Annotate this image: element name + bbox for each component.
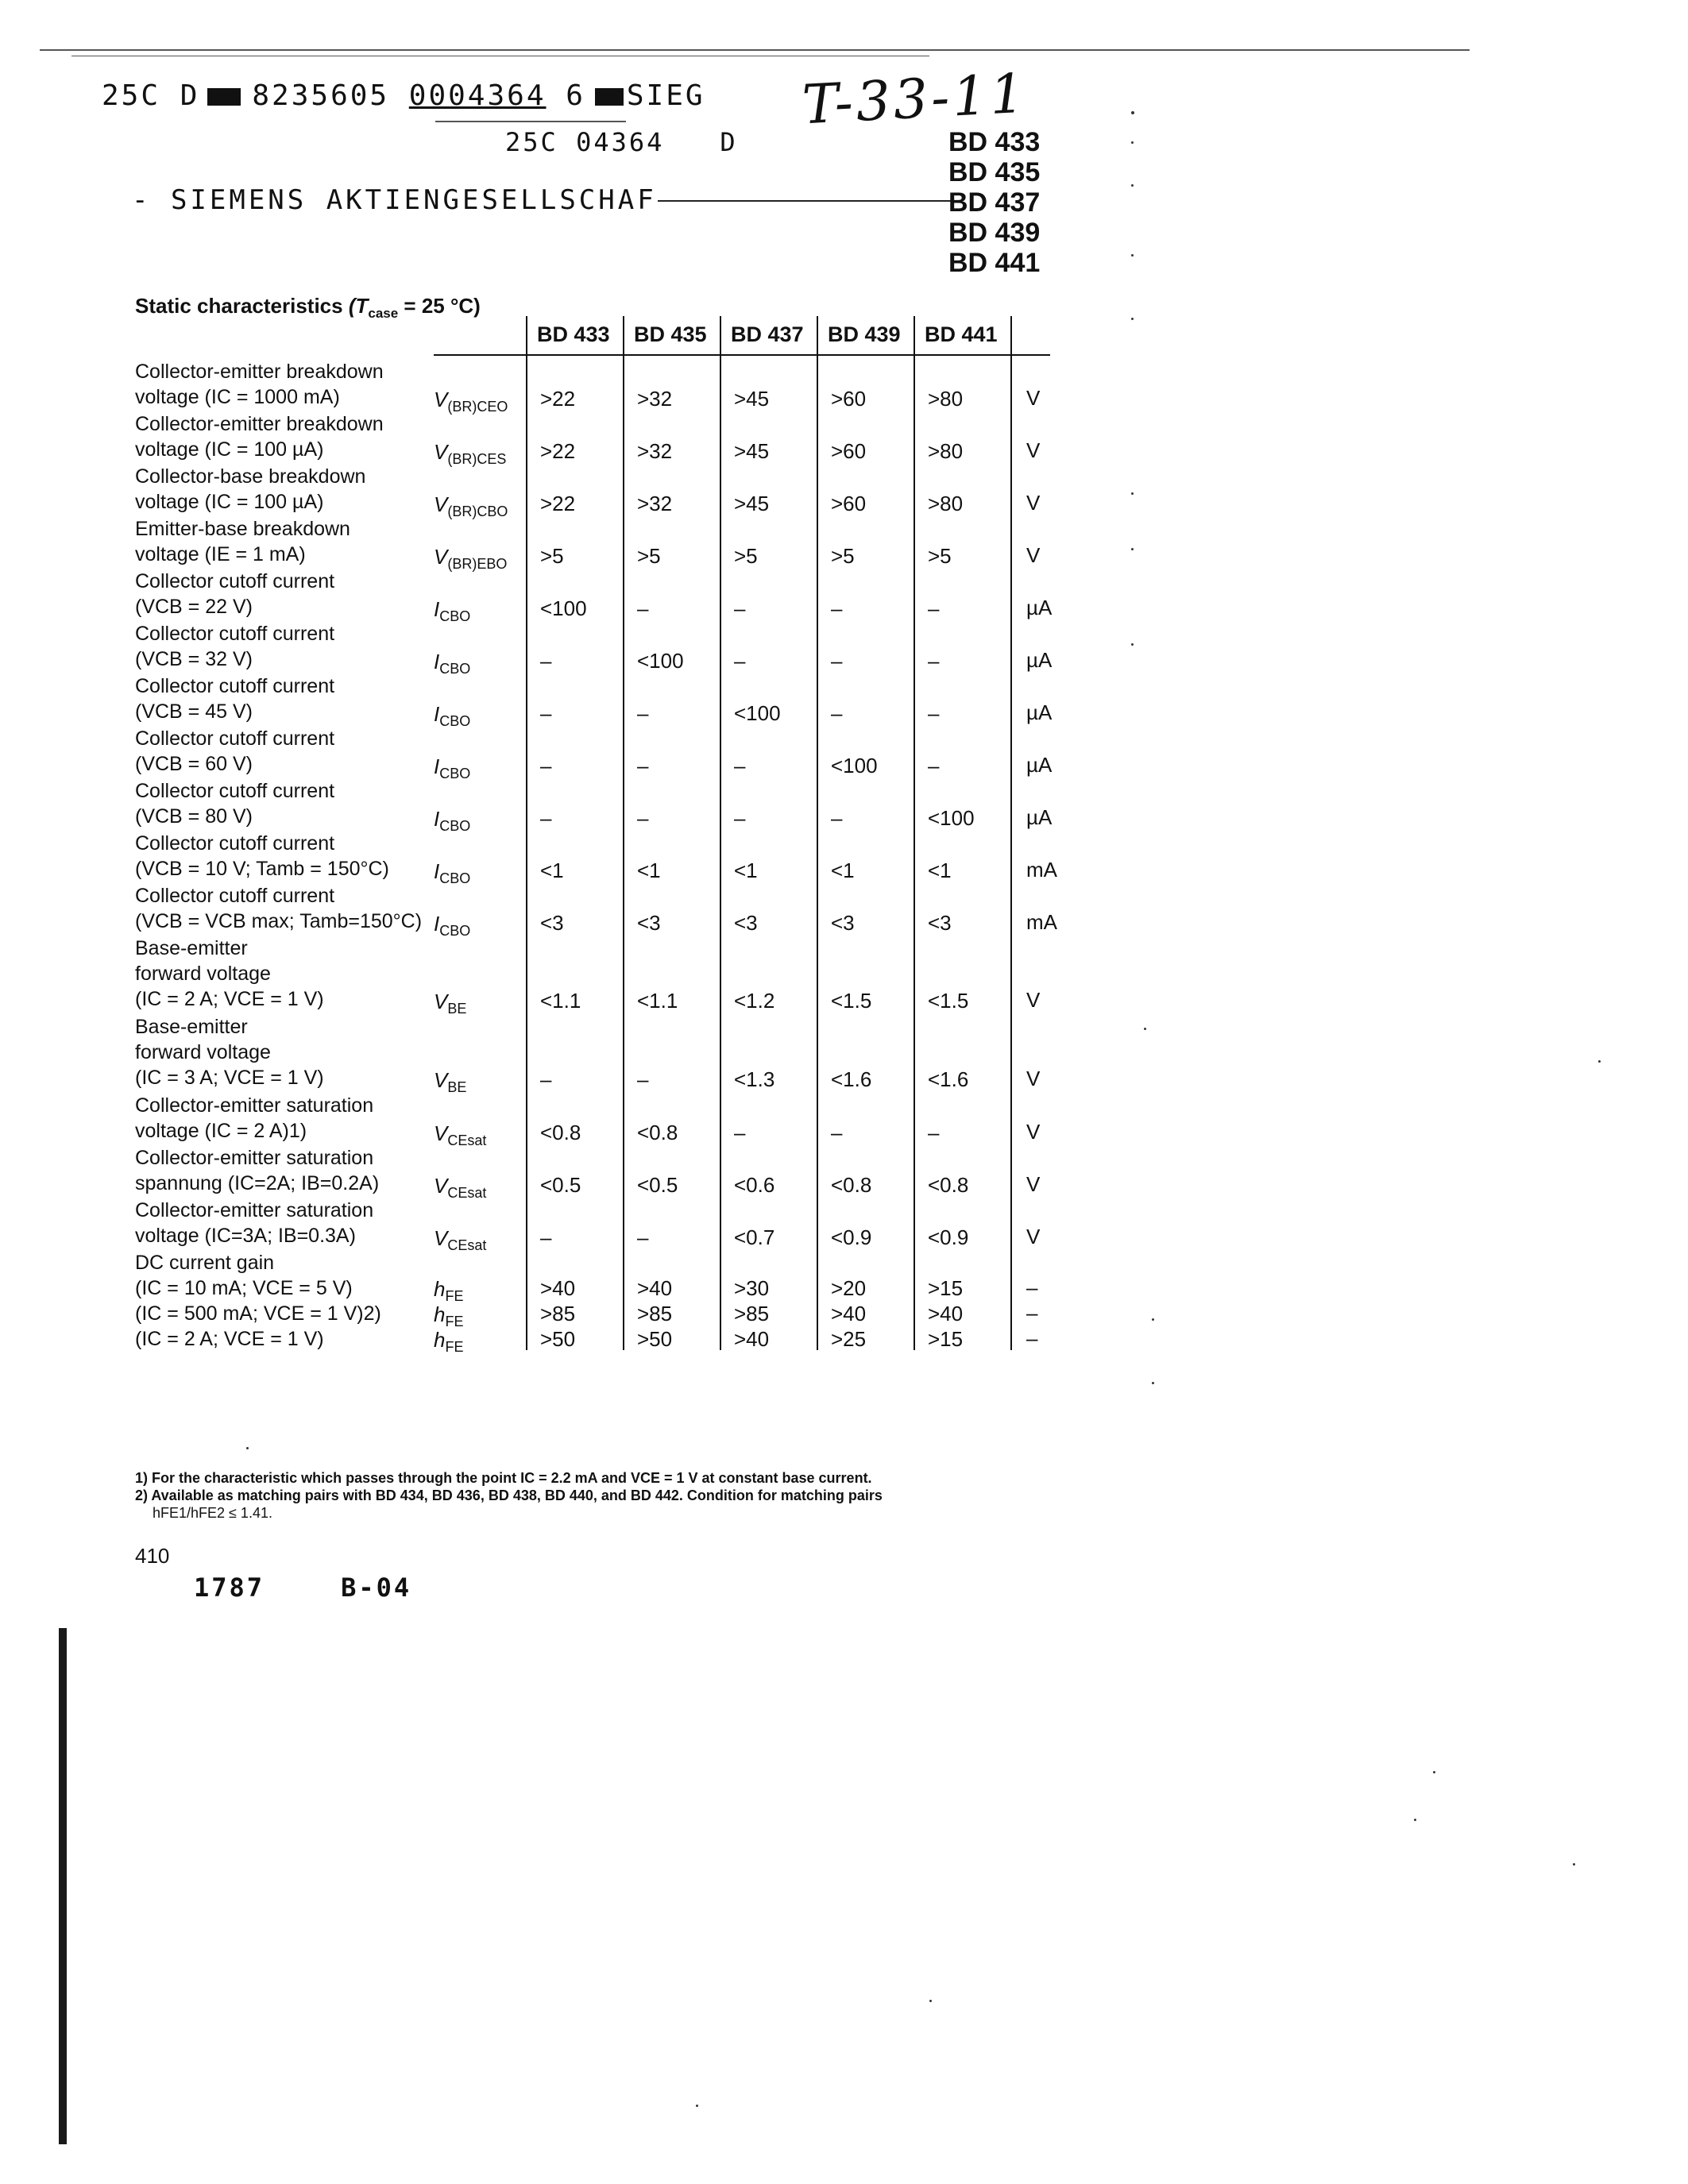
table-cell: >85 <box>734 1302 770 1325</box>
table-cell: – <box>734 806 746 830</box>
table-title <box>135 294 481 322</box>
table-cell: – <box>540 1225 552 1249</box>
table-cell: <0.9 <box>831 1225 872 1249</box>
symbol-letter: I <box>434 859 440 883</box>
scan-code-1: 25C D <box>102 79 200 112</box>
table-cell: <100 <box>637 649 684 673</box>
footnotes <box>135 1469 883 1522</box>
table-vline <box>1010 316 1012 1350</box>
symbol-letter: V <box>434 1174 448 1198</box>
table-cell: – <box>831 806 843 830</box>
symbol-subscript: (BR)CES <box>447 451 507 467</box>
parameter-label: spannung (IC=2A; IB=0.2A) <box>135 1172 380 1194</box>
column-header: BD 435 <box>634 322 707 346</box>
scan-code-4: 6 <box>566 79 585 112</box>
parameter-label: voltage (IC = 100 µA) <box>135 491 324 513</box>
symbol-subscript: CBO <box>439 818 471 834</box>
symbol-subscript: FE <box>445 1314 464 1329</box>
page-number: 410 <box>135 1544 170 1568</box>
parameter-label: voltage (IC = 100 µA) <box>135 438 324 461</box>
model-list <box>948 127 1040 278</box>
symbol-subscript: CBO <box>439 870 471 886</box>
table-cell: >25 <box>831 1327 867 1351</box>
table-cell: <1.5 <box>831 989 872 1013</box>
parameter-label: (VCB = 10 V; Tamb = 150°C) <box>135 858 389 880</box>
table-cell: – <box>734 754 746 778</box>
parameter-label: Collector-emitter breakdown <box>135 413 384 435</box>
table-cell: >5 <box>734 544 758 568</box>
table-cell: <0.8 <box>831 1173 872 1197</box>
table-cell: <1.5 <box>928 989 969 1013</box>
model-name: BD 439 <box>948 218 1041 248</box>
table-cell: >32 <box>637 387 673 411</box>
unit-cell: µA <box>1026 753 1053 777</box>
symbol-subscript: (BR)CBO <box>447 504 508 519</box>
scan-block <box>595 88 624 106</box>
table-cell: <1.1 <box>637 989 678 1013</box>
table-cell: – <box>928 1121 940 1144</box>
table-cell: – <box>637 1067 649 1091</box>
column-header: BD 441 <box>925 322 998 346</box>
table-cell: <1.6 <box>831 1067 872 1091</box>
parameter-symbol <box>434 545 507 573</box>
table-cell: >85 <box>637 1302 673 1325</box>
unit-cell: mA <box>1026 910 1057 934</box>
scan-speck <box>929 2000 932 2002</box>
table-cell: – <box>831 1121 843 1144</box>
stamp-code-a: 1787 <box>194 1572 265 1603</box>
table-cell: <1 <box>734 859 758 882</box>
table-cell: <0.8 <box>540 1121 581 1144</box>
table-vline <box>623 316 624 1350</box>
symbol-subscript: CBO <box>439 713 471 729</box>
table-cell: <0.8 <box>928 1173 969 1197</box>
unit-cell: V <box>1026 543 1041 567</box>
footnote-1: 1) For the characteristic which passes through the point IC = 2.2 mA and VCE = 1 V at constant base current. <box>135 1470 872 1486</box>
table-cell: >20 <box>831 1276 867 1300</box>
parameter-label: (VCB = 32 V) <box>135 648 253 670</box>
table-cell: <100 <box>540 596 587 620</box>
table-cell: – <box>928 596 940 620</box>
scan-speck <box>1433 1771 1435 1773</box>
parameter-label: voltage (IC=3A; IB=0.3A) <box>135 1225 356 1247</box>
parameter-label: Collector-emitter breakdown <box>135 361 384 383</box>
table-cell: – <box>928 649 940 673</box>
table-cell: >80 <box>928 439 964 463</box>
parameter-label: forward voltage <box>135 1041 271 1063</box>
table-cell: – <box>734 1121 746 1144</box>
column-header: BD 439 <box>828 322 901 346</box>
parameter-label: Collector cutoff current <box>135 780 335 802</box>
parameter-label: Collector-emitter saturation <box>135 1199 374 1221</box>
parameter-label: (VCB = 22 V) <box>135 596 253 618</box>
table-cell: >85 <box>540 1302 576 1325</box>
unit-cell: µA <box>1026 596 1053 619</box>
model-name: BD 441 <box>948 248 1041 278</box>
table-vline <box>526 316 527 1350</box>
scan-edge <box>59 1628 67 2144</box>
table-cell: – <box>831 701 843 725</box>
header-code: 25C 04364 <box>505 127 665 157</box>
scan-speck <box>246 1447 249 1449</box>
table-cell: – <box>928 754 940 778</box>
table-cell: <100 <box>734 701 781 725</box>
table-cell: <0.6 <box>734 1173 775 1197</box>
parameter-label: Collector cutoff current <box>135 570 335 592</box>
header-rule <box>435 121 626 122</box>
symbol-letter: V <box>434 1068 448 1092</box>
model-name: BD 437 <box>948 187 1041 218</box>
table-cell: >50 <box>540 1327 576 1351</box>
table-cell: >22 <box>540 387 576 411</box>
unit-cell: V <box>1026 988 1041 1012</box>
scan-speck <box>1598 1060 1601 1063</box>
table-cell: <100 <box>831 754 878 778</box>
scan-speck <box>1152 1318 1154 1321</box>
table-cell: >40 <box>637 1276 673 1300</box>
table-cell: – <box>928 701 940 725</box>
scan-speck <box>1131 184 1134 187</box>
parameter-label: Collector-emitter saturation <box>135 1094 374 1117</box>
table-vline <box>720 316 721 1350</box>
table-cell: – <box>540 806 552 830</box>
company-name: - SIEMENS AKTIENGESELLSCHAF <box>132 184 657 216</box>
unit-cell: µA <box>1026 805 1053 829</box>
symbol-subscript: CBO <box>439 608 471 624</box>
table-cell: >15 <box>928 1327 964 1351</box>
table-cell: >30 <box>734 1276 770 1300</box>
table-cell: <3 <box>540 911 564 935</box>
parameter-symbol <box>434 807 470 835</box>
symbol-letter: h <box>434 1328 446 1352</box>
scan-speck <box>696 2105 698 2107</box>
table-cell: >32 <box>637 492 673 515</box>
unit-cell: V <box>1026 491 1041 515</box>
scan-rule <box>40 49 1470 51</box>
scan-speck <box>1131 643 1134 646</box>
parameter-label: (IC = 2 A; VCE = 1 V) <box>135 1328 324 1350</box>
symbol-letter: I <box>434 702 440 726</box>
symbol-letter: I <box>434 807 440 831</box>
parameter-label: (VCB = 60 V) <box>135 753 253 775</box>
table-cell: >60 <box>831 492 867 515</box>
parameter-symbol <box>434 1328 463 1356</box>
table-cell: >5 <box>637 544 661 568</box>
parameter-label: (IC = 500 mA; VCE = 1 V)2) <box>135 1302 381 1325</box>
parameter-symbol <box>434 440 506 468</box>
scan-header-line <box>102 79 705 112</box>
parameter-symbol <box>434 388 508 415</box>
table-cell: >32 <box>637 439 673 463</box>
symbol-letter: I <box>434 650 440 673</box>
table-title-cond: (T <box>348 294 369 318</box>
scan-code-5: SIEG <box>626 79 705 112</box>
page-stamp <box>194 1572 411 1603</box>
scan-speck <box>1131 254 1134 257</box>
table-cell: <0.5 <box>540 1173 581 1197</box>
scan-speck <box>1131 548 1134 550</box>
table-cell: <3 <box>928 911 952 935</box>
parameter-label: Collector cutoff current <box>135 727 335 750</box>
symbol-subscript: CEsat <box>447 1185 487 1201</box>
column-header: BD 433 <box>537 322 610 346</box>
symbol-subscript: CBO <box>439 766 471 781</box>
table-cell: <1.6 <box>928 1067 969 1091</box>
parameter-label: Collector-emitter saturation <box>135 1147 374 1169</box>
unit-cell: – <box>1026 1275 1038 1299</box>
symbol-subscript: BE <box>447 1001 467 1017</box>
unit-cell: – <box>1026 1301 1038 1325</box>
symbol-letter: V <box>434 388 448 411</box>
unit-cell: µA <box>1026 648 1053 672</box>
symbol-letter: V <box>434 545 448 569</box>
table-cell: >40 <box>540 1276 576 1300</box>
table-cell: <3 <box>637 911 661 935</box>
table-cell: >5 <box>928 544 952 568</box>
parameter-label: (VCB = 80 V) <box>135 805 253 828</box>
unit-cell: V <box>1026 1120 1041 1144</box>
table-cell: <100 <box>928 806 975 830</box>
scan-code-2: 8235605 <box>252 79 390 112</box>
table-cell: >40 <box>928 1302 964 1325</box>
parameter-label: voltage (IE = 1 mA) <box>135 543 306 565</box>
table-cell: <1 <box>928 859 952 882</box>
table-cell: <3 <box>831 911 855 935</box>
parameter-label: Collector cutoff current <box>135 832 335 855</box>
unit-cell: – <box>1026 1326 1038 1350</box>
scan-speck <box>1131 492 1134 495</box>
unit-cell: V <box>1026 1067 1041 1090</box>
parameter-symbol <box>434 754 470 782</box>
scan-speck <box>1131 318 1134 320</box>
table-cell: – <box>540 649 552 673</box>
unit-cell: V <box>1026 1225 1041 1248</box>
parameter-symbol <box>434 597 470 625</box>
parameter-symbol <box>434 1174 486 1202</box>
table-cell: >40 <box>734 1327 770 1351</box>
table-cell: – <box>637 754 649 778</box>
table-cell: <3 <box>734 911 758 935</box>
model-name: BD 433 <box>948 127 1041 157</box>
parameter-symbol <box>434 912 470 940</box>
parameter-label: Collector cutoff current <box>135 675 335 697</box>
table-cell: >45 <box>734 439 770 463</box>
table-title-end: = 25 °C) <box>398 294 481 318</box>
header-letter: D <box>720 127 738 157</box>
symbol-letter: V <box>434 440 448 464</box>
parameter-symbol <box>434 702 470 730</box>
parameter-label: Collector-base breakdown <box>135 465 366 488</box>
symbol-letter: V <box>434 492 448 516</box>
scan-speck <box>1573 1863 1575 1866</box>
table-cell: >22 <box>540 439 576 463</box>
symbol-subscript: BE <box>447 1079 467 1095</box>
parameter-label: Collector cutoff current <box>135 623 335 645</box>
table-cell: – <box>540 701 552 725</box>
parameter-symbol <box>434 859 470 887</box>
table-title-text: Static characteristics <box>135 294 343 318</box>
table-cell: >60 <box>831 387 867 411</box>
table-cell: – <box>637 806 649 830</box>
table-cell: >40 <box>831 1302 867 1325</box>
symbol-subscript: (BR)EBO <box>447 556 508 572</box>
scan-speck <box>1131 111 1134 114</box>
unit-cell: V <box>1026 438 1041 462</box>
symbol-subscript: CBO <box>439 923 471 939</box>
parameter-symbol <box>434 1302 463 1330</box>
parameter-symbol <box>434 1226 486 1254</box>
scan-speck <box>1152 1382 1154 1384</box>
table-cell: >80 <box>928 492 964 515</box>
unit-cell: V <box>1026 1172 1041 1196</box>
model-name: BD 435 <box>948 157 1041 187</box>
parameter-label: voltage (IC = 1000 mA) <box>135 386 340 408</box>
footnote-2: 2) Available as matching pairs with BD 434, BD 436, BD 438, BD 440, and BD 442. Condition for matching pairs <box>135 1488 883 1503</box>
table-cell: <1.1 <box>540 989 581 1013</box>
symbol-subscript: CEsat <box>447 1133 487 1148</box>
symbol-subscript: (BR)CEO <box>447 399 508 415</box>
parameter-symbol <box>434 1277 463 1305</box>
table-vline <box>817 316 818 1350</box>
table-cell: >45 <box>734 387 770 411</box>
symbol-subscript: CEsat <box>447 1237 487 1253</box>
table-cell: <0.9 <box>928 1225 969 1249</box>
table-cell: >5 <box>831 544 855 568</box>
parameter-label: (VCB = VCB max; Tamb=150°C) <box>135 910 423 932</box>
parameter-symbol <box>434 990 466 1017</box>
symbol-letter: V <box>434 990 448 1013</box>
symbol-letter: h <box>434 1302 446 1326</box>
table-cell: >60 <box>831 439 867 463</box>
parameter-symbol <box>434 650 470 677</box>
table-cell: – <box>637 596 649 620</box>
symbol-letter: I <box>434 912 440 936</box>
column-header: BD 437 <box>731 322 804 346</box>
unit-cell: V <box>1026 386 1041 410</box>
parameter-symbol <box>434 1068 466 1096</box>
footnote-2-condition: hFE1/hFE2 ≤ 1.41. <box>153 1505 272 1521</box>
parameter-label: voltage (IC = 2 A)1) <box>135 1120 307 1142</box>
table-cell: – <box>540 1067 552 1091</box>
parameter-label: Collector cutoff current <box>135 885 335 907</box>
unit-cell: mA <box>1026 858 1057 882</box>
symbol-letter: h <box>434 1277 446 1301</box>
table-cell: <1.3 <box>734 1067 775 1091</box>
table-cell: <1 <box>637 859 661 882</box>
scan-speck <box>1414 1819 1416 1821</box>
parameter-label: (IC = 10 mA; VCE = 5 V) <box>135 1277 353 1299</box>
table-cell: >45 <box>734 492 770 515</box>
symbol-subscript: FE <box>445 1288 464 1304</box>
parameter-label: (IC = 2 A; VCE = 1 V) <box>135 988 324 1010</box>
table-header-rule <box>434 354 1050 356</box>
symbol-letter: I <box>434 597 440 621</box>
table-cell: <1.2 <box>734 989 775 1013</box>
table-cell: – <box>540 754 552 778</box>
table-cell: >80 <box>928 387 964 411</box>
table-cell: <1 <box>540 859 564 882</box>
handwritten-note: T-33-11 <box>801 62 1029 137</box>
table-cell: <1 <box>831 859 855 882</box>
parameter-label: (IC = 3 A; VCE = 1 V) <box>135 1067 324 1089</box>
parameter-label: (VCB = 45 V) <box>135 700 253 723</box>
symbol-subscript: FE <box>445 1339 464 1355</box>
table-cell: – <box>637 1225 649 1249</box>
scan-speck <box>1131 141 1134 144</box>
parameter-label: Base-emitter <box>135 1016 248 1038</box>
table-cell: >22 <box>540 492 576 515</box>
table-cell: – <box>734 596 746 620</box>
table-cell: <0.5 <box>637 1173 678 1197</box>
table-cell: >5 <box>540 544 564 568</box>
symbol-letter: I <box>434 754 440 778</box>
company-rule <box>658 200 952 202</box>
parameter-label: DC current gain <box>135 1252 275 1274</box>
table-cell: – <box>831 596 843 620</box>
scan-block <box>207 88 241 106</box>
stamp-code-b: B-04 <box>341 1572 412 1603</box>
table-cell: >15 <box>928 1276 964 1300</box>
parameter-label: Base-emitter <box>135 937 248 959</box>
header-line-2 <box>505 127 738 157</box>
table-cell: – <box>734 649 746 673</box>
scan-code-3: 0004364 <box>408 79 547 112</box>
symbol-subscript: CBO <box>439 661 471 677</box>
parameter-label: Emitter-base breakdown <box>135 518 350 540</box>
parameter-symbol <box>434 492 508 520</box>
parameter-label: forward voltage <box>135 963 271 985</box>
symbol-letter: V <box>434 1121 448 1145</box>
table-vline <box>914 316 915 1350</box>
table-title-sub: case <box>368 306 399 322</box>
table-cell: – <box>637 701 649 725</box>
parameter-symbol <box>434 1121 486 1149</box>
scan-speck <box>1144 1028 1146 1030</box>
symbol-letter: V <box>434 1226 448 1250</box>
table-cell: <0.7 <box>734 1225 775 1249</box>
unit-cell: µA <box>1026 700 1053 724</box>
table-cell: >50 <box>637 1327 673 1351</box>
table-cell: <0.8 <box>637 1121 678 1144</box>
table-cell: – <box>831 649 843 673</box>
